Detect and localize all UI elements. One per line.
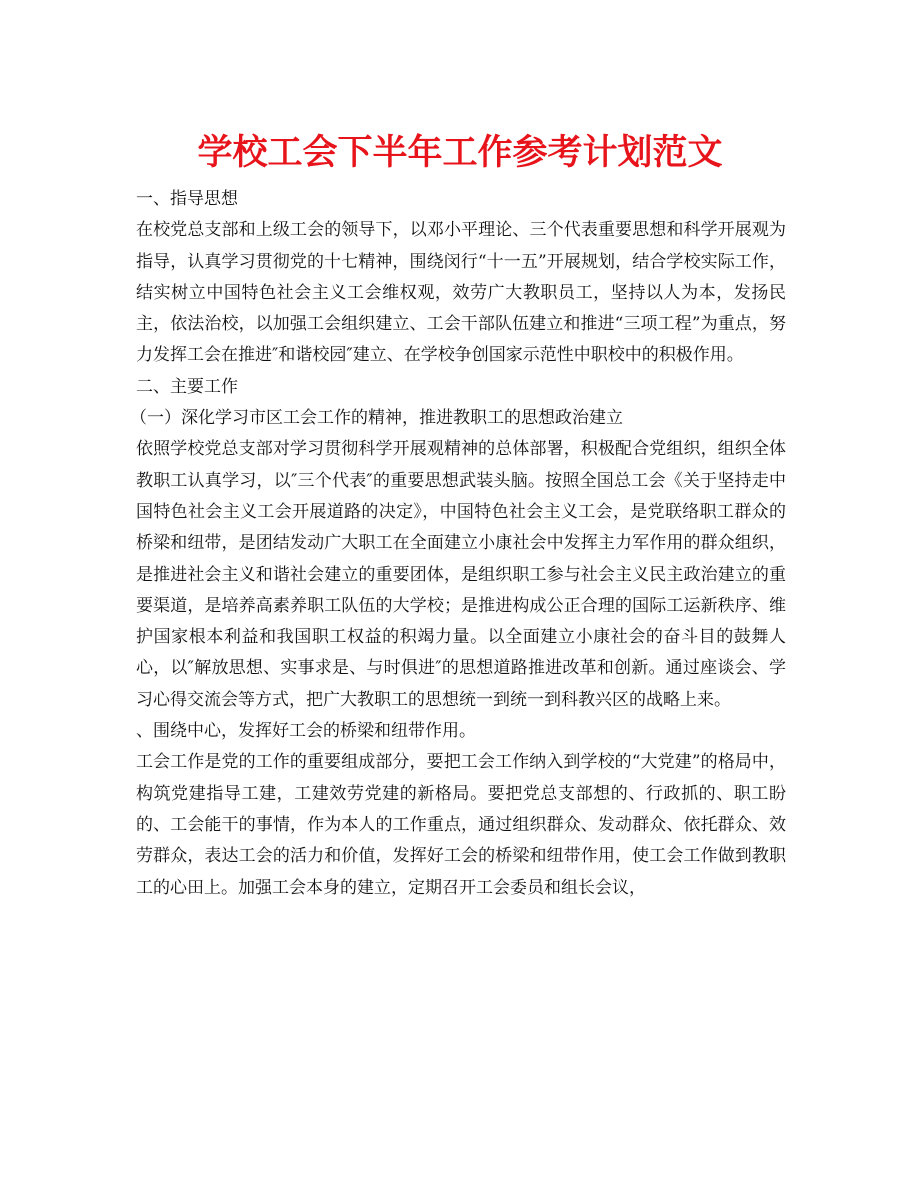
section-heading-bridge-role: 、围绕中心，发挥好工会的桥梁和纽带作用。 xyxy=(136,721,476,742)
section-heading-main-work: 二、主要工作 xyxy=(136,376,238,397)
paragraph-guiding-thought: 在校党总支部和上级工会的领导下，以邓小平理论、三个代表重要思想和科学开展观为指导，认真学习贯彻党的十七精神，围绕闵行“十一五”开展规划，结合学校实际工作，结实树立中国特色社会主义工会维权观，效劳广大教职员工，坚持以人为本，发扬民主，依法治校，以加强工会组织建立、工会干部队伍建立和推进“三项工程”为重点，努力发挥工会在推进″和谐校园″建立、在学校争创国家示范性中职校中的积极作用。 xyxy=(136,220,786,366)
subsection-heading-study: （一）深化学习市区工会工作的精神，推进教职工的思想政治建立 xyxy=(130,408,623,429)
paragraph-bridge-role: 工会工作是党的工作的重要组成部分，要把工会工作纳入到学校的“大党建”的格局中，构筑党建指导工建，工建效劳党建的新格局。要把党总支部想的、行政抓的、职工盼的、工会能干的事情，作为本人的工作重点，通过组织群众、发动群众、依托群众、效劳群众，表达工会的活力和价值，发挥好工会的桥梁和纽带作用，使工会工作做到教职工的心田上。加强工会本身的建立，定期召开工会委员和组长会议， xyxy=(136,752,786,898)
document-title: 学校工会下半年工作参考计划范文 xyxy=(197,133,723,173)
document-body xyxy=(130,184,786,904)
section-heading-guiding-thought: 一、指导思想 xyxy=(136,189,238,209)
paragraph-study: 依照学校党总支部对学习贯彻科学开展观精神的总体部署，积极配合党组织，组织全体教职工认真学习，以″三个代表″的重要思想武装头脑。按照全国总工会《关于坚持走中国特色社会主义工会开展道路的决定》，中国特色社会主义工会，是党联络职工群众的桥梁和纽带，是团结发动广大职工在全面建立小康社会中发挥主力军作用的群众组织，是推进社会主义和谐社会建立的重要团体，是组织职工参与社会主义民主政治建立的重要渠道，是培养高素养职工队伍的大学校；是推进构成公正合理的国际工运新秩序、维护国家根本利益和我国职工权益的积竭力量。以全面建立小康社会的奋斗目的鼓舞人心，以″解放思想、实事求是、与时俱进″的思想道路推进改革和创新。通过座谈会、学习心得交流会等方式，把广大教职工的思想统一到统一到科教兴区的战略上来。 xyxy=(136,439,786,710)
